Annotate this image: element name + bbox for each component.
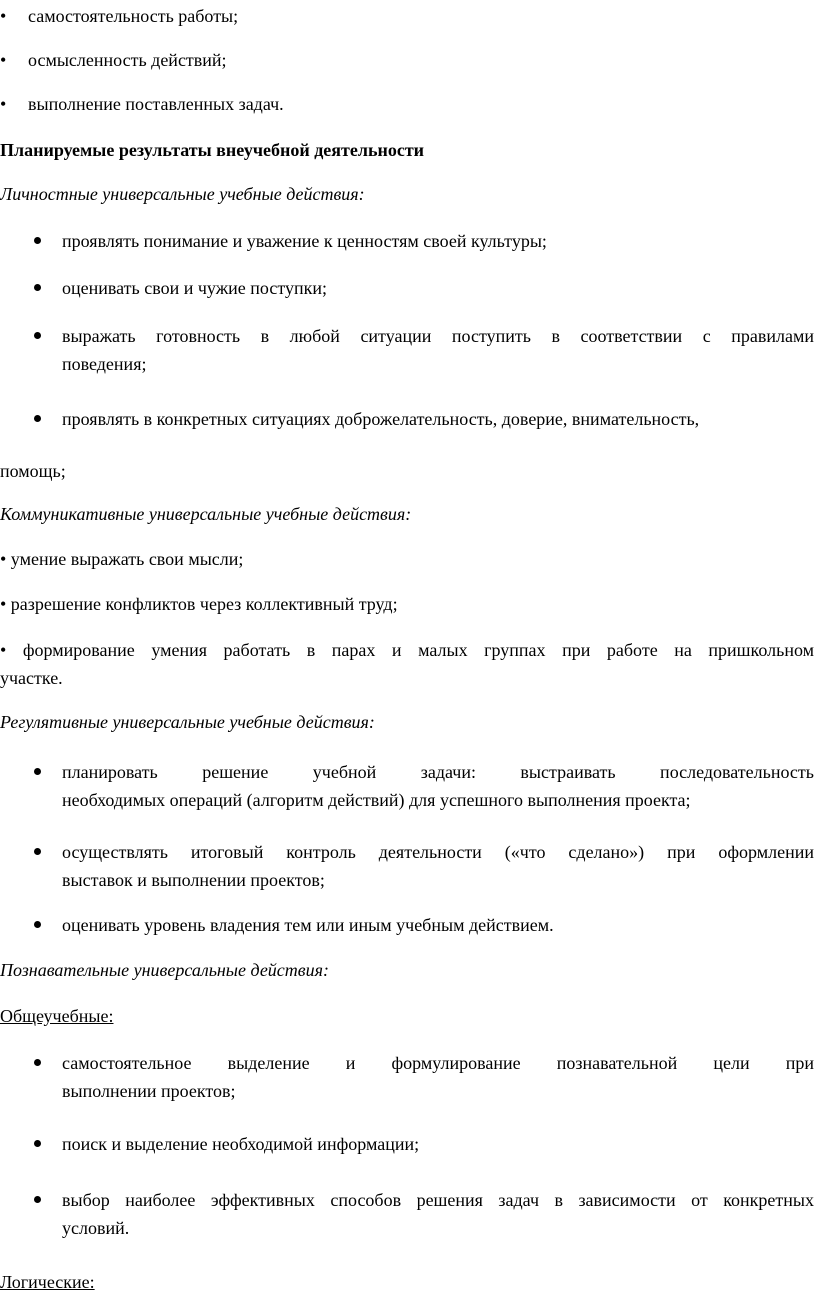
list-item-continuation: участке.: [0, 668, 63, 688]
list-item: выбор наиболее эффективных способов решения задач в зависимости от конкретных: [62, 1190, 814, 1210]
bullet-icon: •: [0, 6, 7, 26]
cognitive-title: Познавательные универсальные действия:: [0, 960, 329, 980]
bullet-icon: [34, 1196, 41, 1203]
bullet-icon: [34, 332, 41, 339]
list-item-continuation: необходимых операций (алгоритм действий) для успешного выполнения проекта;: [62, 790, 691, 810]
logical-title: Логические:: [0, 1272, 95, 1292]
list-item: планировать решение учебной задачи: выстраивать последовательность: [62, 762, 814, 782]
list-item: • формирование умения работать в парах и малых группах при работе на пришкольном: [0, 640, 814, 660]
list-item: проявлять понимание и уважение к ценностям своей культуры;: [62, 231, 547, 251]
list-item: самостоятельность работы;: [28, 6, 239, 26]
list-item-continuation: поведения;: [62, 354, 147, 374]
list-item-continuation: выполнении проектов;: [62, 1081, 236, 1101]
list-item: самостоятельное выделение и формулирование познавательной цели при: [62, 1053, 814, 1073]
list-item: оценивать свои и чужие поступки;: [62, 278, 327, 298]
bullet-icon: •: [0, 94, 7, 114]
bullet-icon: [34, 921, 41, 928]
list-item-continuation: условий.: [62, 1218, 130, 1238]
bullet-icon: [34, 415, 41, 422]
list-item: выполнение поставленных задач.: [28, 94, 284, 114]
list-item: осмысленность действий;: [28, 50, 227, 70]
bullet-icon: [34, 284, 41, 291]
list-item: проявлять в конкретных ситуациях доброжелательность, доверие, внимательность,: [62, 409, 700, 429]
list-item: • разрешение конфликтов через коллективный труд;: [0, 594, 398, 614]
list-item: поиск и выделение необходимой информации;: [62, 1134, 420, 1154]
personal-title: Личностные универсальные учебные действия:: [0, 184, 365, 204]
list-item-continuation: помощь;: [0, 461, 66, 481]
list-item: • умение выражать свои мысли;: [0, 549, 244, 569]
list-item: осуществлять итоговый контроль деятельности («что сделано») при оформлении: [62, 842, 814, 862]
list-item: выражать готовность в любой ситуации поступить в соответствии с правилами: [62, 326, 814, 346]
bullet-icon: [34, 237, 41, 244]
bullet-icon: [34, 768, 41, 775]
section-heading: Планируемые результаты внеучебной деятельности: [0, 140, 425, 160]
communicative-title: Коммуникативные универсальные учебные действия:: [0, 504, 412, 524]
list-item: оценивать уровень владения тем или иным учебным действием.: [62, 915, 554, 935]
general-title: Общеучебные:: [0, 1006, 114, 1026]
regulatory-title: Регулятивные универсальные учебные действия:: [0, 712, 375, 732]
bullet-icon: [34, 1140, 41, 1147]
bullet-icon: [34, 848, 41, 855]
list-item-continuation: выставок и выполнении проектов;: [62, 870, 325, 890]
bullet-icon: [34, 1059, 41, 1066]
bullet-icon: •: [0, 50, 7, 70]
